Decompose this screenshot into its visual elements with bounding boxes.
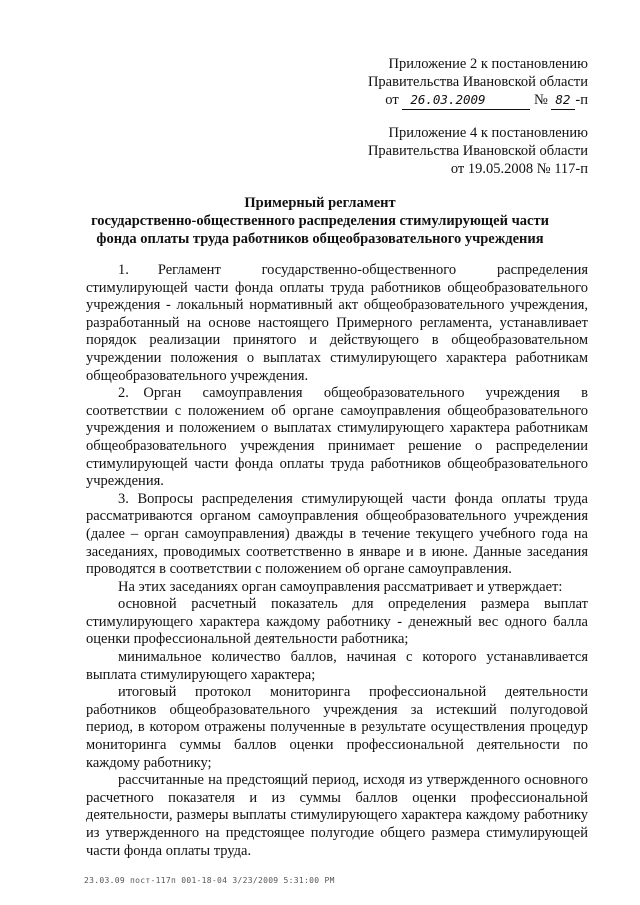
list-item-calculated-payments: рассчитанные на предстоящий период, исходя из утвержденного основного расчетного показателя и из суммы баллов оценки профессиональной деятельности, размеры выплаты стимулирующего характера каждому работнику из утвержденного на предстоящее полугодие общего размера стимулирующей части фонда оплаты труда. <box>86 772 588 859</box>
from-label: от <box>385 92 399 108</box>
appendix-2-line1: Приложение 2 к постановлению <box>388 56 588 72</box>
document-body <box>86 262 588 860</box>
appendix-2-date-line <box>368 91 588 110</box>
appendix-4-line1: Приложение 4 к постановлению <box>388 125 588 141</box>
number-label: № <box>533 92 548 108</box>
handwritten-number: 82 <box>551 91 575 110</box>
appendix-2-line2: Правительства Ивановской области <box>367 74 588 90</box>
title-line1: Примерный регламент <box>244 195 396 211</box>
paragraph-3: 3. Вопросы распределения стимулирующей части фонда оплаты труда рассматриваются органом самоуправления общеобразовательного учреждения (далее – орган самоуправления) дважды в течение текущего учебного года на заседаниях, проводимых соответственно в январе и в июне. Данные заседания проводятся в соответствии с положением об органе самоуправления. <box>86 490 588 578</box>
title-line2: государственно-общественного распределения стимулирующей части <box>91 213 549 229</box>
document-title <box>0 194 640 248</box>
appendix-2-header <box>368 55 588 110</box>
title-line3: фонда оплаты труда работников общеобразовательного учреждения <box>96 231 544 247</box>
list-item-min-points: минимальное количество баллов, начиная с которого устанавливается выплата стимулирующего характера; <box>86 649 588 683</box>
appendix-4-line3: от 19.05.2008 № 117-п <box>450 161 588 177</box>
fax-footer: 23.03.09 пост-117п 001-18-04 3/23/2009 5:31:00 PM <box>84 876 335 885</box>
list-item-base-indicator: основной расчетный показатель для определения размера выплат стимулирующего характера каждому работнику - денежный вес одного балла оценки профессиональной деятельности работника; <box>86 596 588 648</box>
list-item-final-protocol: итоговый протокол мониторинга профессиональной деятельности работников общеобразовательного учреждения за истекший полугодовой период, в котором отражены полученные в результате осуществления процедур мониторинга суммы баллов оценки профессиональной деятельности по каждому работнику; <box>86 684 588 771</box>
handwritten-date: 26.03.2009 <box>402 91 530 110</box>
paragraph-1: 1. Регламент государственно-общественного распределения стимулирующей части фонда оплаты труда работников общеобразовательного учреждения - локальный нормативный акт общеобразовательного учреждения, разработанный на основе настоящего Примерного регламента, устанавливает порядок реализации принятого и действующего в общеобразовательном учреждении положения о выплатах стимулирующего характера работникам общеобразовательного учреждения. <box>86 262 588 384</box>
paragraph-2: 2. Орган самоуправления общеобразовательного учреждения в соответствии с положением об органе самоуправления общеобразовательного учреждения и положением о выплатах стимулирующего характера работникам общеобразовательного учреждения принимает решение о распределении стимулирующей части фонда оплаты труда работников общеобразовательного учреждения. <box>86 385 588 490</box>
appendix-4-line2: Правительства Ивановской области <box>367 143 588 159</box>
paragraph-4: На этих заседаниях орган самоуправления рассматривает и утверждает: <box>118 578 563 595</box>
number-suffix: -п <box>575 92 588 108</box>
appendix-4-header <box>368 124 588 178</box>
